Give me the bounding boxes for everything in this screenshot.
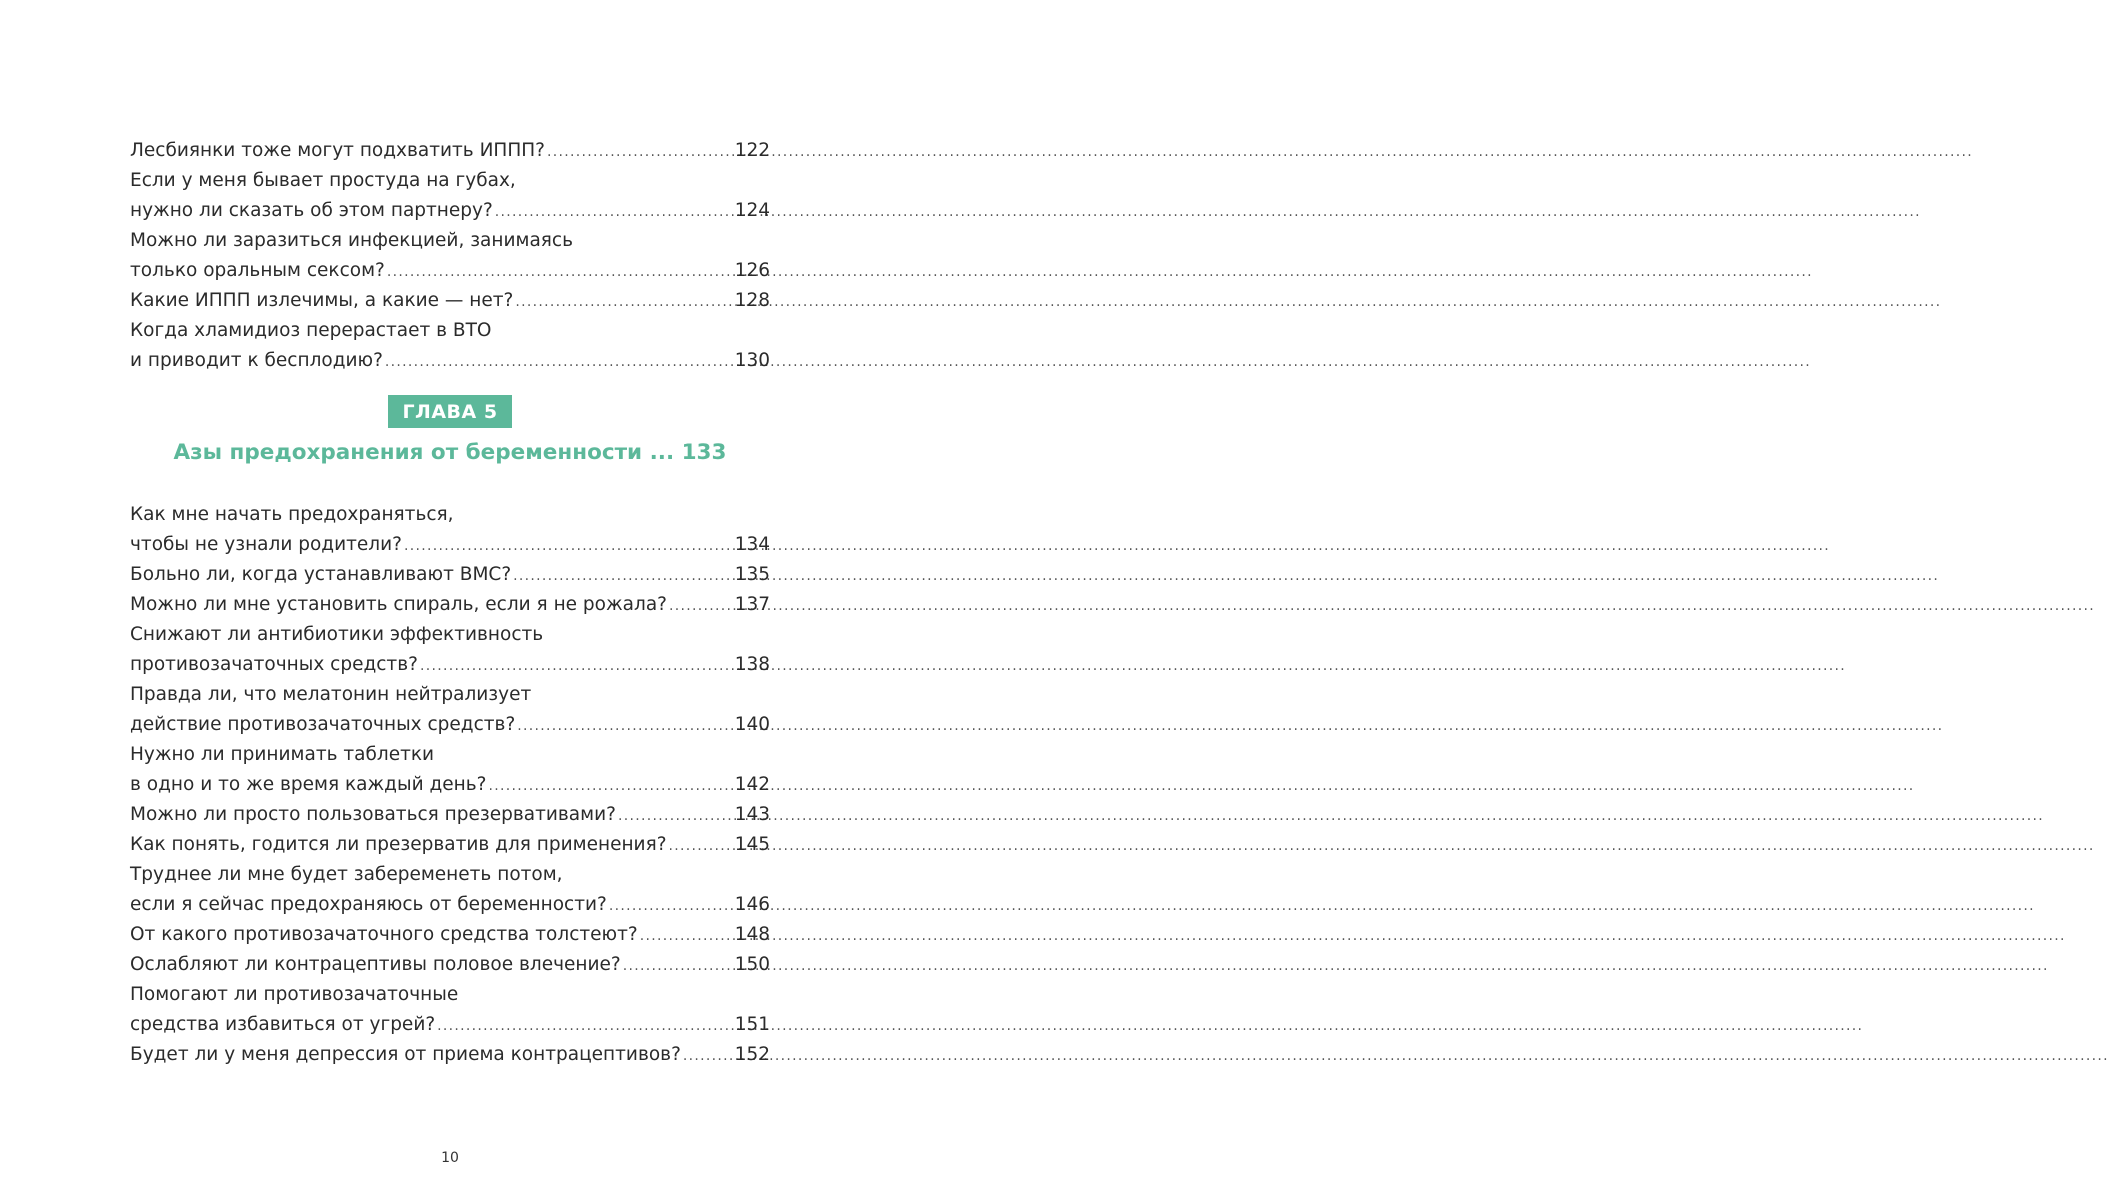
toc-page-number: 124 (734, 200, 770, 221)
toc-entry-row (130, 770, 770, 800)
toc-page-number: 137 (734, 594, 770, 615)
toc-page-number: 140 (734, 714, 770, 735)
toc-entry-row (130, 1010, 770, 1040)
dot-leader (669, 830, 733, 861)
chapter-badge: ГЛАВА 5 (388, 395, 511, 428)
toc-entry (130, 800, 770, 830)
toc-page-number: 151 (734, 1014, 770, 1035)
toc-entry-text: Труднее ли мне будет забеременеть потом, (130, 864, 563, 885)
toc-entry (130, 830, 770, 860)
toc-entry (130, 560, 770, 590)
toc-page-number: 143 (734, 804, 770, 825)
toc-entry-text: От какого противозачаточного средства толстеют? (130, 924, 638, 945)
toc-entry-text: если я сейчас предохраняюсь от беременности? (130, 894, 607, 915)
toc-entry-row (130, 650, 770, 680)
toc-entry (130, 620, 770, 680)
toc-entry-row (130, 800, 770, 830)
toc-entry-row (130, 196, 770, 226)
dot-leader (683, 1040, 733, 1071)
toc-entry-row (130, 920, 770, 950)
toc-entry-row (130, 136, 770, 166)
toc-entry (130, 860, 770, 920)
toc-entry-row (130, 1040, 770, 1070)
toc-entry-row (130, 710, 770, 740)
toc-entry-text: Можно ли просто пользоваться презервативами? (130, 804, 616, 825)
dot-leader (640, 920, 733, 951)
toc-entry-text: Как мне начать предохраняться, (130, 504, 454, 525)
toc-entry (130, 740, 770, 800)
dot-leader (420, 650, 733, 681)
toc-page-number: 152 (734, 1044, 770, 1065)
toc-entry-text: чтобы не узнали родители? (130, 534, 402, 555)
toc-entry-text: Можно ли мне установить спираль, если я не рожала? (130, 594, 667, 615)
toc-entry-text: Можно ли заразиться инфекцией, занимаясь (130, 230, 574, 251)
toc-entry-text: Если у меня бывает простуда на губах, (130, 170, 516, 191)
toc-entry-row (130, 890, 770, 920)
toc-entry (130, 226, 770, 286)
toc-entry-text: Снижают ли антибиотики эффективность (130, 624, 544, 645)
toc-page-number: 130 (734, 350, 770, 371)
toc-entry-text: Помогают ли противозачаточные (130, 984, 459, 1005)
dot-leader (517, 710, 732, 741)
dot-leader (495, 196, 733, 227)
toc-list-before (130, 136, 770, 376)
toc-entry-text: Лесбиянки тоже могут подхватить ИППП? (130, 140, 545, 161)
toc-entry (130, 920, 770, 950)
toc-entry-text: Когда хламидиоз перерастает в ВТО (130, 320, 492, 341)
toc-page-number: 148 (734, 924, 770, 945)
toc-entry (130, 500, 770, 560)
toc-entry-text: только оральным сексом? (130, 260, 385, 281)
dot-leader (618, 800, 733, 831)
dot-leader (387, 256, 733, 287)
dot-leader (547, 136, 733, 167)
toc-entry-text: противозачаточных средств? (130, 654, 418, 675)
toc-entry-text: Как понять, годится ли презерватив для применения? (130, 834, 667, 855)
toc-entry (130, 286, 770, 316)
toc-entry-text: Какие ИППП излечимы, а какие — нет? (130, 290, 514, 311)
toc-entry-text: в одно и то же время каждый день? (130, 774, 487, 795)
toc-entry-row (130, 256, 770, 286)
toc-page-number: 122 (734, 140, 770, 161)
toc-list-chapter5 (130, 500, 770, 1070)
toc-entry-text: Правда ли, что мелатонин нейтрализует (130, 684, 532, 705)
toc-entry (130, 680, 770, 740)
toc-entry-text: и приводит к бесплодию? (130, 350, 383, 371)
toc-entry-row (130, 950, 770, 980)
dot-leader (513, 560, 733, 591)
toc-page-number: 134 (734, 534, 770, 555)
toc-entry (130, 590, 770, 620)
page-number: 10 (441, 1150, 459, 1166)
toc-entry (130, 166, 770, 226)
dot-leader (437, 1010, 733, 1041)
dot-leader (623, 950, 733, 981)
toc-entry-row (130, 530, 770, 560)
toc-entry-text: Нужно ли принимать таблетки (130, 744, 435, 765)
toc-entry (130, 950, 770, 980)
toc-page-number: 126 (734, 260, 770, 281)
toc-entry-text: действие противозачаточных средств? (130, 714, 516, 735)
toc-entry (130, 316, 770, 376)
toc-entry-text: нужно ли сказать об этом партнеру? (130, 200, 493, 221)
toc-page-number: 128 (734, 290, 770, 311)
dot-leader (515, 286, 732, 317)
toc-page-number: 145 (734, 834, 770, 855)
toc-entry-row (130, 830, 770, 860)
toc-entry (130, 136, 770, 166)
toc-entry-text: Больно ли, когда устанавливают ВМС? (130, 564, 512, 585)
dot-leader (385, 346, 733, 377)
toc-page-number: 150 (734, 954, 770, 975)
toc-entry (130, 980, 770, 1040)
toc-entry-text: средства избавиться от угрей? (130, 1014, 436, 1035)
chapter-title: Азы предохранения от беременности ... 133 (173, 440, 727, 465)
toc-entry-text: Будет ли у меня депрессия от приема контрацептивов? (130, 1044, 681, 1065)
toc-page-number: 142 (734, 774, 770, 795)
toc-page-number: 138 (734, 654, 770, 675)
toc-entry-row (130, 590, 770, 620)
toc-page-number: 146 (734, 894, 770, 915)
dot-leader (669, 590, 733, 621)
toc-entry-row (130, 286, 770, 316)
dot-leader (609, 890, 733, 921)
toc-page-number: 135 (734, 564, 770, 585)
dot-leader (488, 770, 732, 801)
chapter-header (0, 395, 900, 465)
dot-leader (404, 530, 733, 561)
toc-entry-text: Ослабляют ли контрацептивы половое влечение? (130, 954, 621, 975)
toc-entry-row (130, 346, 770, 376)
toc-entry-row (130, 560, 770, 590)
toc-entry (130, 1040, 770, 1070)
